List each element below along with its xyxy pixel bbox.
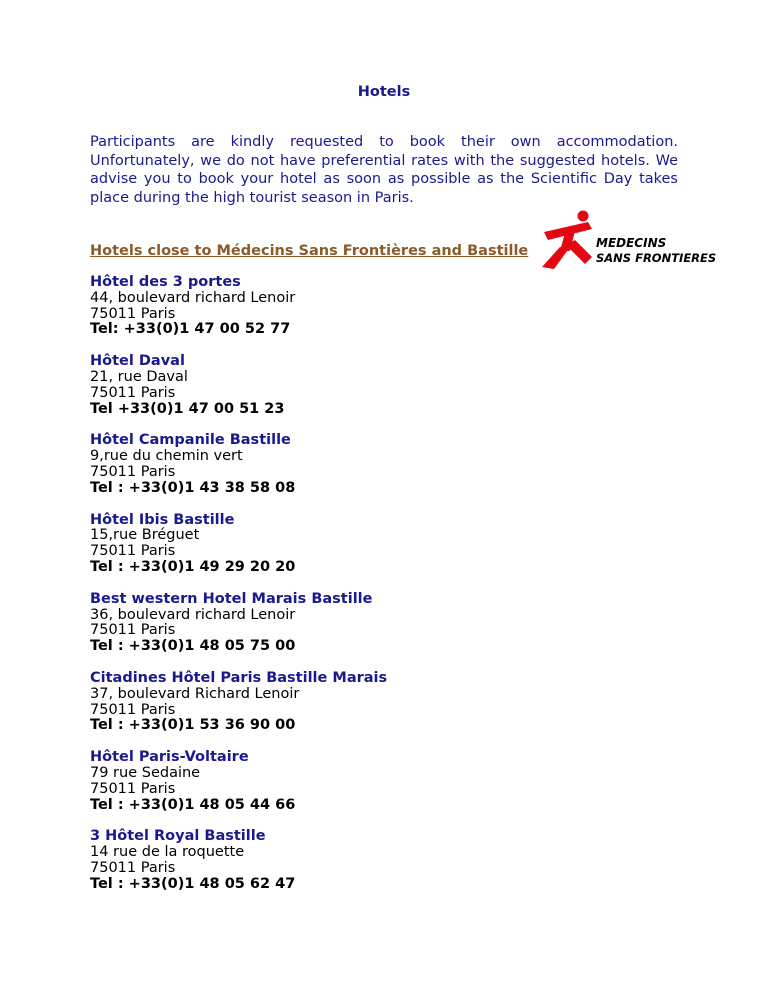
logo-line-2: SANS FRONTIERES: [596, 251, 717, 265]
hotel-city: 75011 Paris: [90, 384, 176, 401]
hotel-city: 75011 Paris: [90, 305, 176, 322]
hotel-entry: [90, 592, 520, 655]
hotel-city: 75011 Paris: [90, 622, 176, 639]
hotel-entry: [90, 513, 520, 576]
hotel-phone: Tel : +33(0)1 49 29 20 20: [90, 558, 296, 575]
hotel-entry: [90, 671, 520, 734]
msf-running-figure-icon: [542, 211, 592, 270]
hotel-name: Hôtel Daval: [90, 353, 185, 370]
hotel-city: 75011 Paris: [90, 543, 176, 560]
hotel-street: 36, boulevard richard Lenoir: [90, 606, 296, 623]
hotel-entry: [90, 433, 520, 496]
hotel-entry: [90, 829, 520, 892]
hotel-entry: [90, 354, 520, 417]
hotel-street: 44, boulevard richard Lenoir: [90, 289, 296, 306]
hotel-city: 75011 Paris: [90, 701, 176, 718]
hotel-phone: Tel : +33(0)1 43 38 58 08: [90, 479, 296, 496]
hotel-street: 15,rue Bréguet: [90, 527, 200, 544]
hotel-name: Best western Hotel Marais Bastille: [90, 590, 373, 607]
hotel-phone: Tel : +33(0)1 48 05 62 47: [90, 875, 296, 892]
hotel-phone: Tel : +33(0)1 53 36 90 00: [90, 717, 296, 734]
logo-line-1: MEDECINS: [596, 236, 667, 250]
hotel-name: Hôtel des 3 portes: [90, 274, 241, 290]
hotel-phone: Tel +33(0)1 47 00 51 23: [90, 400, 285, 417]
hotel-phone: Tel : +33(0)1 48 05 75 00: [90, 638, 296, 655]
hotel-entry: [90, 750, 520, 813]
hotel-phone: Tel: +33(0)1 47 00 52 77: [90, 321, 291, 338]
hotel-name: Hôtel Ibis Bastille: [90, 511, 235, 528]
hotel-street: 21, rue Daval: [90, 368, 188, 385]
hotel-street: 14 rue de la roquette: [90, 844, 245, 861]
hotel-entry: [90, 275, 520, 338]
hotel-city: 75011 Paris: [90, 780, 176, 797]
hotel-street: 37, boulevard Richard Lenoir: [90, 685, 300, 702]
hotel-city: 75011 Paris: [90, 463, 176, 480]
hotel-street: 79 rue Sedaine: [90, 764, 201, 781]
hotel-name: 3 Hôtel Royal Bastille: [90, 828, 266, 845]
hotel-list: [90, 275, 520, 909]
hotel-street: 9,rue du chemin vert: [90, 448, 243, 465]
hotel-city: 75011 Paris: [90, 859, 176, 876]
msf-logo: [536, 207, 717, 273]
hotel-name: Citadines Hôtel Paris Bastille Marais: [90, 669, 388, 686]
hotel-phone: Tel : +33(0)1 48 05 44 66: [90, 796, 296, 813]
section-heading-link[interactable]: Hotels close to Médecins Sans Frontières and Bastille: [90, 243, 529, 259]
page-title: Hotels: [357, 84, 411, 100]
hotel-name: Hôtel Paris-Voltaire: [90, 749, 249, 766]
hotel-name: Hôtel Campanile Bastille: [90, 432, 291, 449]
intro-paragraph: Participants are kindly requested to book their own accommodation. Unfortunately, we do not have preferential rates with the suggested hotels. We advise you to book your hotel as soon as possible as the Scientific Day takes place during the high tourist season in Paris.: [90, 134, 678, 206]
